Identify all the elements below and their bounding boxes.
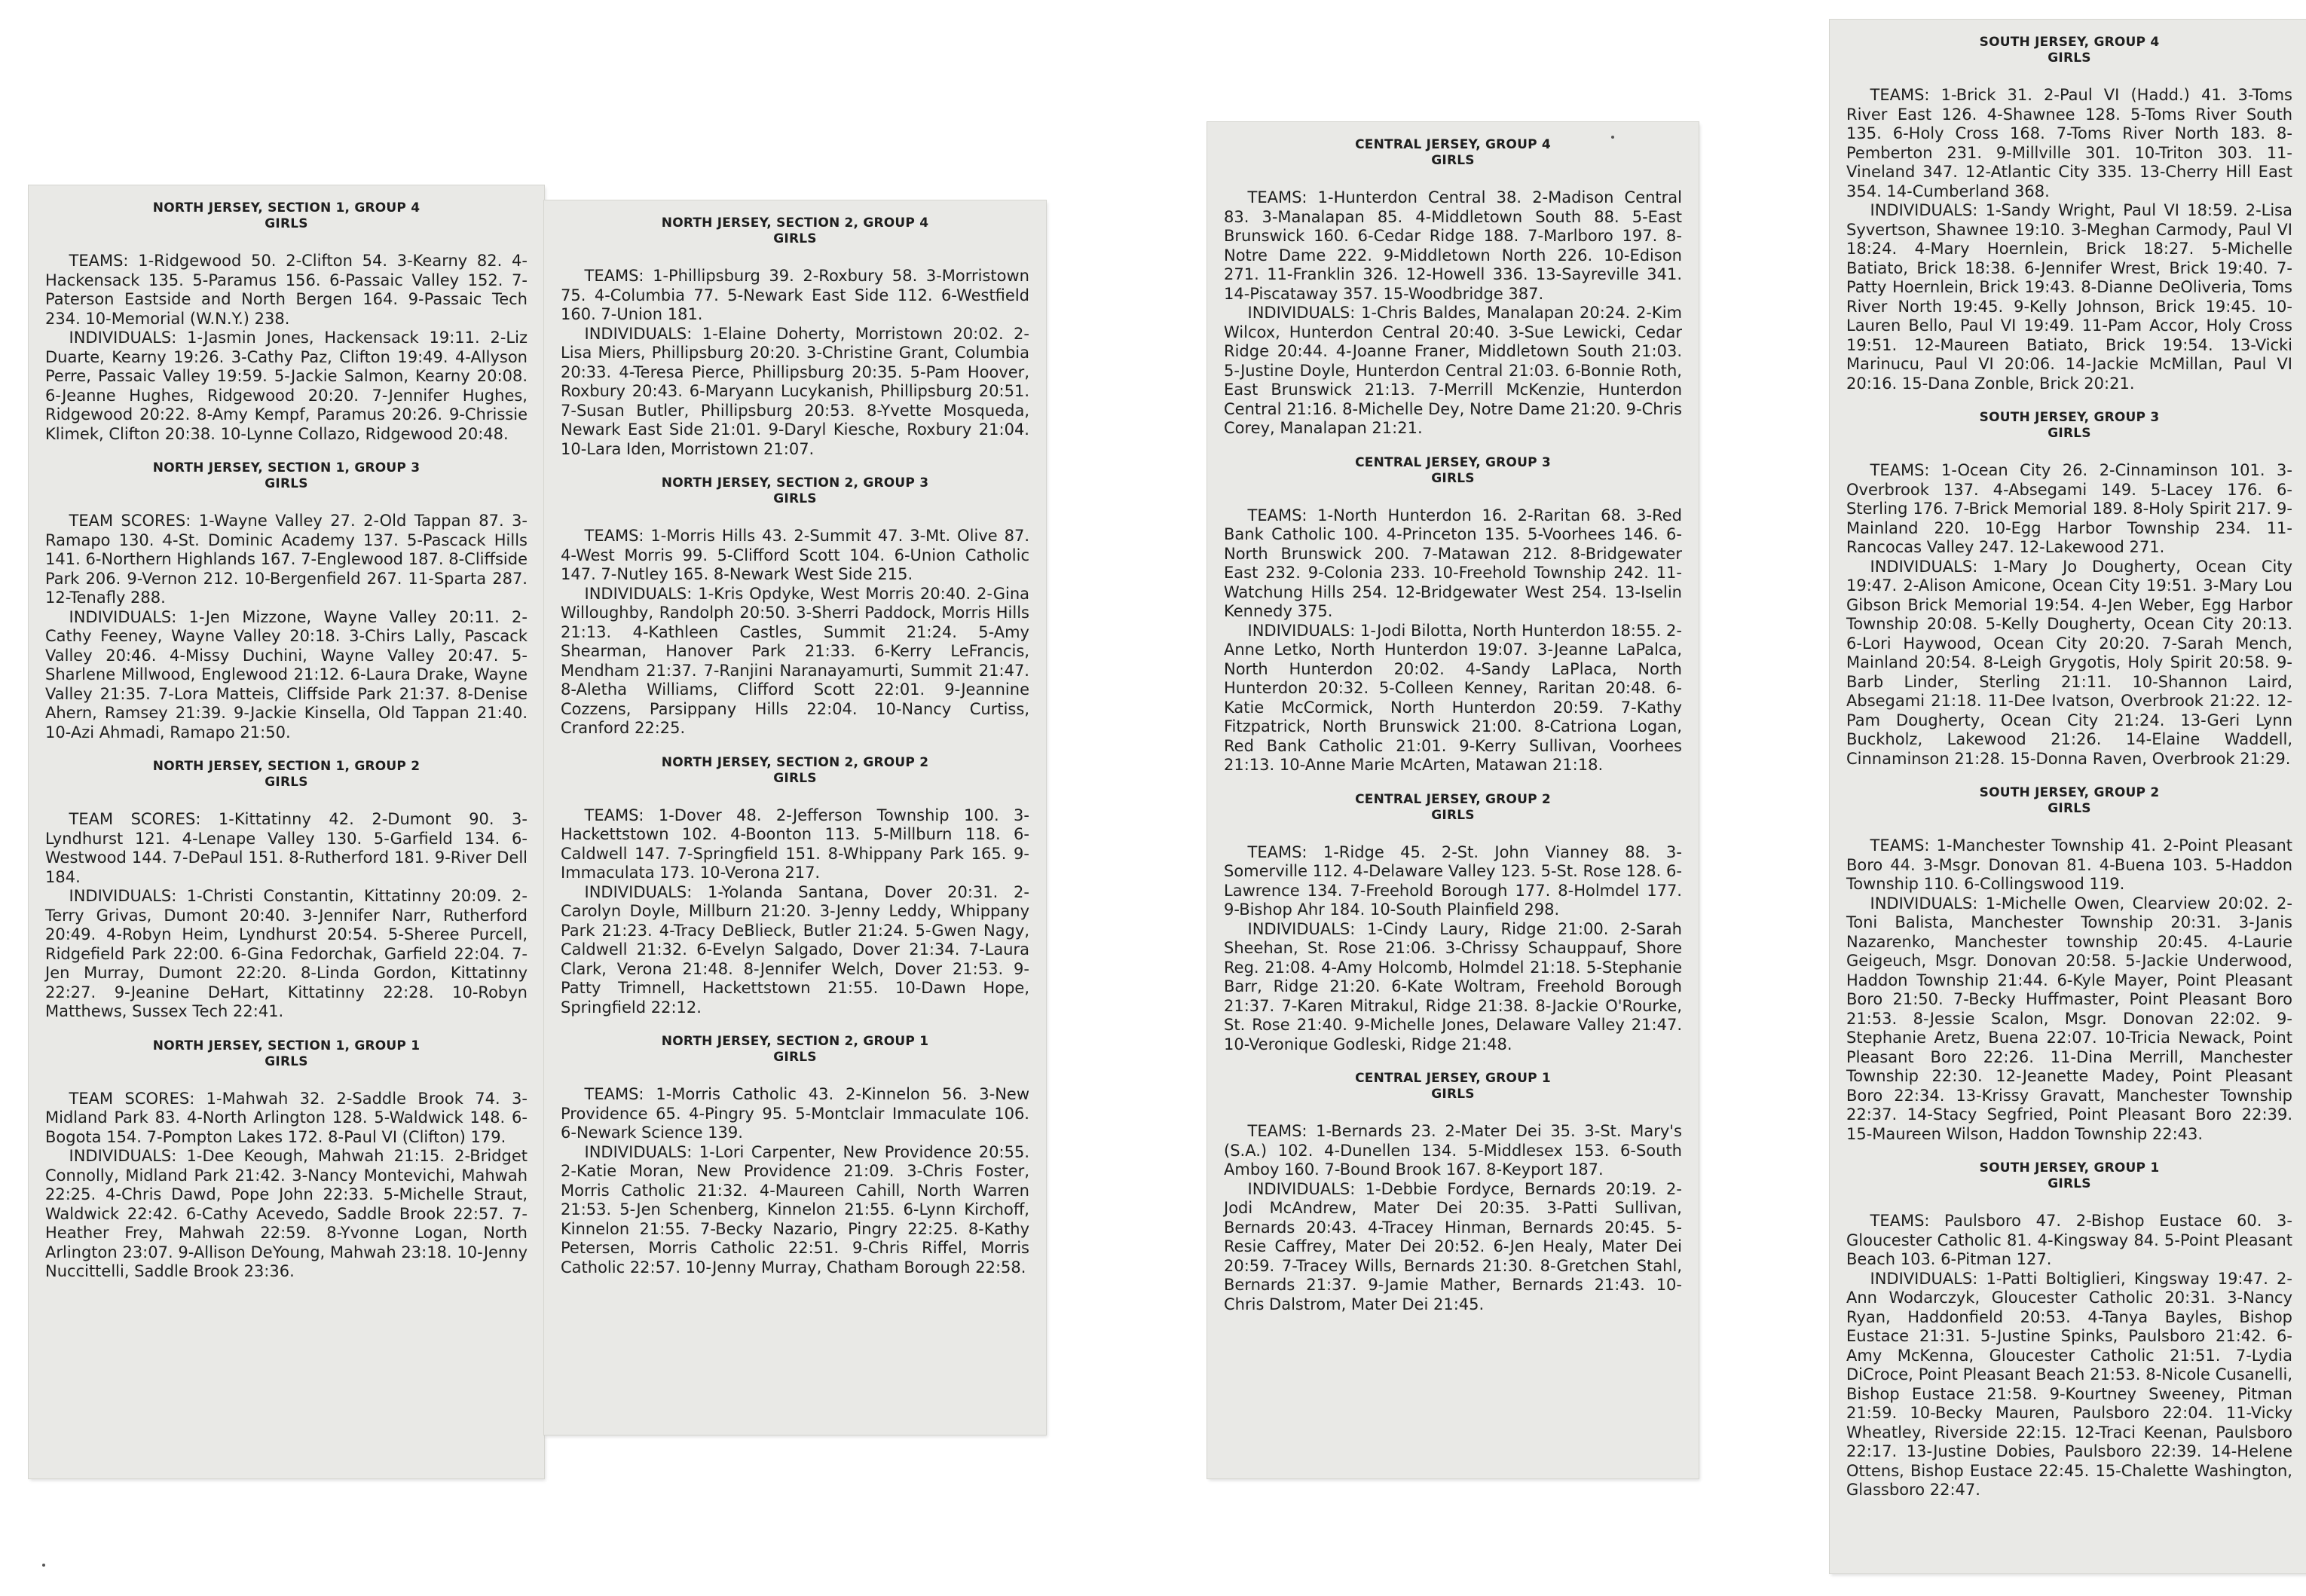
results-article — [1846, 785, 2292, 1144]
team-scores-paragraph: TEAM SCORES: 1-Mahwah 32. 2-Saddle Brook 74. 3-Midland Park 83. 4-North Arlington 128. 5-Waldwick 148. 6-Bogota 154. 7-Pompton Lakes 172. 8-Paul VI (Clifton) 179. — [45, 1089, 528, 1146]
results-article — [45, 759, 528, 1022]
stray-dot — [42, 1564, 45, 1567]
team-scores-paragraph: TEAMS: 1-Ridgewood 50. 2-Clifton 54. 3-Kearny 82. 4-Hackensack 135. 5-Paramus 156. 6-Passaic Valley 152. 7-Paterson Eastside and North Bergen 164. 9-Passaic Tech 234. 10-Memorial (W.N.Y.) 238. — [45, 252, 528, 328]
section-subtitle: GIRLS — [265, 476, 308, 491]
team-scores-paragraph: TEAMS: 1-Dover 48. 2-Jefferson Township 100. 3-Hackettstown 102. 4-Boonton 113. 5-Millburn 118. 6-Caldwell 147. 7-Springfield 151. 8-Whippany Park 165. 9-Immaculata 173. 10-Verona 217. — [561, 806, 1029, 882]
individuals-paragraph: INDIVIDUALS: 1-Mary Jo Dougherty, Ocean City 19:47. 2-Alison Amicone, Ocean City 19:51. 3-Mary Lou Gibson Brick Memorial 19:54. 4-Jen Weber, Egg Harbor Township 20:08. 5-Kelly Dougherty, Ocean City 20:13. 6-Lori Haywood, Ocean City 20:20. 7-Sarah Mench, Mainland 20:54. 8-Leigh Grygotis, Holy Spirit 20:58. 9-Barb Linder, Sterling 21:11. 10-Shannon Laird, Absegami 21:18. 11-Dee Ivatson, Overbrook 21:22. 12-Pam Dougherty, Ocean City 21:24. 13-Geri Lynn Buckholz, Lakewood 21:26. 14-Elaine Waddell, Cinnaminson 21:28. 15-Donna Raven, Overbrook 21:29. — [1846, 557, 2292, 768]
results-article — [1846, 35, 2292, 393]
individuals-paragraph: INDIVIDUALS: 1-Cindy Laury, Ridge 21:00. 2-Sarah Sheehan, St. Rose 21:06. 3-Chrissy Schauppauf, Shore Reg. 21:08. 4-Amy Holcomb, Holmdel 21:18. 5-Stephanie Barr, Ridge 21:20. 6-Kate Woltram, Freehold Borough 21:37. 7-Karen Mitrakul, Ridge 21:38. 8-Jackie O'Rourke, St. Rose 21:40. 9-Michelle Jones, Delaware Valley 21:47. 10-Veronique Godleski, Ridge 21:48. — [1224, 919, 1682, 1053]
section-subtitle: GIRLS — [773, 1050, 817, 1065]
section-title: SOUTH JERSEY, GROUP 3 — [1979, 410, 2160, 425]
results-article — [45, 200, 528, 444]
results-article — [45, 460, 528, 742]
results-article — [1224, 1071, 1682, 1314]
section-title: SOUTH JERSEY, GROUP 4 — [1979, 35, 2160, 50]
team-scores-paragraph: TEAMS: 1-North Hunterdon 16. 2-Raritan 68. 3-Red Bank Catholic 100. 4-Princeton 135. 5-Voorhees 146. 6-North Brunswick 200. 7-Matawan 212. 8-Bridgewater East 232. 9-Colonia 233. 10-Freehold Township 242. 11-Watchung Hills 254. 12-Bridgewater West 254. 13-Iselin Kennedy 375. — [1224, 506, 1682, 620]
section-subtitle: GIRLS — [265, 775, 308, 790]
section-heading — [1846, 785, 2292, 817]
section-heading — [45, 200, 528, 232]
section-heading — [561, 1034, 1029, 1066]
individuals-paragraph: INDIVIDUALS: 1-Patti Boltiglieri, Kingsway 19:47. 2-Ann Wodarczyk, Gloucester Catholic 20:31. 3-Nancy Ryan, Haddonfield 20:53. 4-Tanya Bayles, Bishop Eustace 21:31. 5-Justine Spinks, Paulsboro 21:42. 6-Amy McKenna, Gloucester Catholic 21:51. 7-Lydia DiCroce, Point Pleasant Beach 21:53. 8-Nicole Cusanelli, Bishop Eustace 21:58. 9-Kourtney Sweeney, Pitman 21:59. 10-Becky Mauren, Paulsboro 22:04. 11-Vicky Wheatley, Riverside 22:15. 12-Traci Keenan, Paulsboro 22:17. 13-Justine Dobies, Paulsboro 22:39. 14-Helene Ottens, Bishop Eustace 22:45. 15-Chalette Washington, Glassboro 22:47. — [1846, 1269, 2292, 1499]
results-article — [1224, 455, 1682, 775]
section-heading — [1224, 455, 1682, 487]
team-scores-paragraph: TEAMS: 1-Ocean City 26. 2-Cinnaminson 101. 3-Overbrook 137. 4-Absegami 149. 5-Lacey 176. 6-Sterling 176. 7-Brick Memorial 189. 8-Holy Spirit 217. 9-Mainland 220. 10-Egg Harbor Township 234. 11-Rancocas Valley 247. 12-Lakewood 271. — [1846, 461, 2292, 556]
team-scores-paragraph: TEAM SCORES: 1-Wayne Valley 27. 2-Old Tappan 87. 3-Ramapo 130. 4-St. Dominic Academy 137. 5-Pascack Hills 141. 6-Northern Highlands 167. 7-Englewood 187. 8-Cliffside Park 206. 9-Vernon 212. 10-Bergenfield 267. 11-Sparta 287. 12-Tenafly 288. — [45, 512, 528, 607]
section-title: NORTH JERSEY, SECTION 1, GROUP 1 — [152, 1038, 421, 1053]
results-article — [561, 475, 1029, 738]
section-heading — [561, 475, 1029, 507]
section-title: NORTH JERSEY, SECTION 2, GROUP 1 — [661, 1034, 929, 1049]
section-title: SOUTH JERSEY, GROUP 1 — [1979, 1160, 2160, 1176]
results-article — [1846, 410, 2292, 769]
individuals-paragraph: INDIVIDUALS: 1-Christi Constantin, Kittatinny 20:09. 2-Terry Grivas, Dumont 20:40. 3-Jennifer Narr, Rutherford 20:49. 4-Robyn Heim, Lyndhurst 20:54. 5-Sheree Purcell, Ridgefield Park 22:00. 6-Gina Fedorchak, Garfield 22:04. 7-Jen Murray, Dumont 22:20. 8-Linda Gordon, Kittatinny 22:27. 9-Jeanine DeHart, Kittatinny 22:28. 10-Robyn Matthews, Sussex Tech 22:41. — [45, 887, 528, 1020]
section-heading — [45, 759, 528, 790]
team-scores-paragraph: TEAM SCORES: 1-Kittatinny 42. 2-Dumont 90. 3-Lyndhurst 121. 4-Lenape Valley 130. 5-Garfield 134. 6-Westwood 144. 7-DePaul 151. 8-Rutherford 181. 9-River Dell 184. — [45, 810, 528, 886]
results-article — [561, 755, 1029, 1018]
section-subtitle: GIRLS — [2048, 801, 2091, 816]
section-subtitle: GIRLS — [1431, 1087, 1475, 1102]
results-article — [561, 216, 1029, 459]
individuals-paragraph: INDIVIDUALS: 1-Jen Mizzone, Wayne Valley 20:11. 2-Cathy Feeney, Wayne Valley 20:18. 3-Chirs Lally, Pascack Valley 20:46. 4-Missy Duchini, Wayne Valley 20:47. 5-Sharlene Millwood, Englewood 21:12. 6-Laura Drake, Wayne Valley 21:35. 7-Lora Matteis, Cliffside Park 21:37. 8-Denise Ahern, Ramsey 21:39. 9-Jackie Kinsella, Old Tappan 21:40. 10-Azi Ahmadi, Ramapo 21:50. — [45, 607, 528, 741]
section-title: CENTRAL JERSEY, GROUP 4 — [1355, 137, 1551, 152]
clipping-col4 — [1830, 20, 2306, 1573]
stray-dot — [1611, 136, 1614, 139]
results-article — [561, 1034, 1029, 1277]
section-heading — [45, 460, 528, 492]
individuals-paragraph: INDIVIDUALS: 1-Michelle Owen, Clearview 20:02. 2-Toni Balista, Manchester Township 20:31. 3-Janis Nazarenko, Manchester township 20:45. 4-Laurie Geigeuch, Msgr. Donovan 20:58. 5-Jackie Underwood, Haddon Township 21:44. 6-Kyle Mayer, Point Pleasant Boro 21:50. 7-Becky Huffmaster, Point Pleasant Boro 21:53. 8-Jessie Scalon, Msgr. Donovan 22:02. 9-Stephanie Aretz, Buena 22:07. 10-Tricia Newack, Point Pleasant Boro 22:26. 11-Dina Merrill, Manchester Township 22:30. 12-Jeanette Madey, Point Pleasant Boro 22:34. 13-Krissy Gravatt, Manchester Township 22:37. 14-Stacy Segfried, Point Pleasant Boro 22:39. 15-Maureen Wilson, Haddon Township 22:43. — [1846, 894, 2292, 1143]
clipping-col3 — [1207, 122, 1699, 1478]
section-subtitle: GIRLS — [2048, 426, 2091, 441]
section-subtitle: GIRLS — [2048, 50, 2091, 66]
section-title: CENTRAL JERSEY, GROUP 1 — [1355, 1071, 1551, 1086]
team-scores-paragraph: TEAMS: 1-Morris Catholic 43. 2-Kinnelon 56. 3-New Providence 65. 4-Pingry 95. 5-Montclair Immaculate 106. 6-Newark Science 139. — [561, 1085, 1029, 1142]
section-subtitle: GIRLS — [1431, 470, 1475, 486]
section-subtitle: GIRLS — [773, 231, 817, 246]
section-title: CENTRAL JERSEY, GROUP 3 — [1355, 454, 1551, 470]
individuals-paragraph: INDIVIDUALS: 1-Chris Baldes, Manalapan 20:24. 2-Kim Wilcox, Hunterdon Central 20:40. 3-Sue Lewicki, Cedar Ridge 20:44. 4-Joanne Franer, Middletown South 21:03. 5-Justine Doyle, Hunterdon Central 21:03. 6-Bonnie Roth, East Brunswick 21:13. 7-Merrill McKenzie, Hunterdon Central 21:16. 8-Michelle Dey, Notre Dame 21:20. 9-Chris Corey, Manalapan 21:21. — [1224, 304, 1682, 437]
results-article — [1224, 137, 1682, 439]
section-title: NORTH JERSEY, SECTION 1, GROUP 3 — [152, 460, 421, 475]
individuals-paragraph: INDIVIDUALS: 1-Lori Carpenter, New Providence 20:55. 2-Katie Moran, New Providence 21:09. 3-Chris Foster, Morris Catholic 21:32. 4-Maureen Cahill, North Warren 21:53. 5-Jen Schenberg, Kinnelon 21:55. 6-Lynn Kirchoff, Kinnelon 21:55. 7-Becky Nazario, Pingry 22:25. 8-Kathy Petersen, Morris Catholic 22:51. 9-Chris Riffel, Morris Catholic 22:57. 10-Jenny Murray, Chatham Borough 22:58. — [561, 1142, 1029, 1276]
section-title: CENTRAL JERSEY, GROUP 2 — [1355, 791, 1551, 807]
section-title: SOUTH JERSEY, GROUP 2 — [1979, 785, 2160, 800]
section-subtitle: GIRLS — [265, 216, 308, 231]
team-scores-paragraph: TEAMS: 1-Manchester Township 41. 2-Point Pleasant Boro 44. 3-Msgr. Donovan 81. 4-Buena 103. 5-Haddon Township 110. 6-Collingswood 119. — [1846, 836, 2292, 893]
clipping-col2 — [544, 200, 1046, 1435]
section-heading — [1224, 137, 1682, 169]
section-title: NORTH JERSEY, SECTION 1, GROUP 2 — [152, 759, 421, 774]
section-title: NORTH JERSEY, SECTION 2, GROUP 4 — [661, 216, 929, 231]
section-heading — [1224, 792, 1682, 824]
section-heading — [1846, 410, 2292, 442]
section-heading — [45, 1038, 528, 1070]
individuals-paragraph: INDIVIDUALS: 1-Jasmin Jones, Hackensack 19:11. 2-Liz Duarte, Kearny 19:26. 3-Cathy Paz, Clifton 19:49. 4-Allyson Perre, Passaic Valley 19:59. 5-Jackie Salmon, Kearny 20:08. 6-Jeanne Hughes, Ridgewood 20:20. 7-Jennifer Hughes, Ridgewood 20:22. 8-Amy Kempf, Paramus 20:26. 9-Chrissie Klimek, Clifton 20:38. 10-Lynne Collazo, Ridgewood 20:48. — [45, 329, 528, 443]
section-heading — [561, 216, 1029, 247]
section-heading — [1224, 1071, 1682, 1102]
team-scores-paragraph: TEAMS: 1-Phillipsburg 39. 2-Roxbury 58. 3-Morristown 75. 4-Columbia 77. 5-Newark East Side 112. 6-Westfield 160. 7-Union 181. — [561, 267, 1029, 323]
team-scores-paragraph: TEAMS: 1-Morris Hills 43. 2-Summit 47. 3-Mt. Olive 87. 4-West Morris 99. 5-Clifford Scott 104. 6-Union Catholic 147. 7-Nutley 165. 8-Newark West Side 215. — [561, 527, 1029, 583]
section-title: NORTH JERSEY, SECTION 2, GROUP 2 — [661, 754, 929, 770]
section-subtitle: GIRLS — [1431, 807, 1475, 823]
individuals-paragraph: INDIVIDUALS: 1-Dee Keough, Mahwah 21:15. 2-Bridget Connolly, Midland Park 21:42. 3-Nancy Montevichi, Mahwah 22:25. 4-Chris Dawd, Pope John 22:33. 5-Michelle Straut, Waldwick 22:42. 6-Cathy Acevedo, Saddle Brook 22:57. 7-Heather Frey, Mahwah 22:59. 8-Yvonne Logan, North Arlington 23:07. 9-Allison DeYoung, Mahwah 23:18. 10-Jenny Nuccittelli, Saddle Brook 23:36. — [45, 1147, 528, 1280]
section-heading — [561, 755, 1029, 787]
individuals-paragraph: INDIVIDUALS: 1-Jodi Bilotta, North Hunterdon 18:55. 2-Anne Letko, North Hunterdon 19:07. 3-Jeanne LaPalca, North Hunterdon 20:02. 4-Sandy LaPlaca, North Hunterdon 20:32. 5-Colleen Kenney, Raritan 20:48. 6-Katie McCormick, North Hunterdon 20:59. 7-Kathy Fitzpatrick, North Brunswick 21:00. 8-Catriona Logan, Red Bank Catholic 21:01. 9-Kerry Sullivan, Voorhees 21:13. 10-Anne Marie McArten, Matawan 21:18. — [1224, 621, 1682, 774]
team-scores-paragraph: TEAMS: 1-Bernards 23. 2-Mater Dei 35. 3-St. Mary's (S.A.) 102. 4-Dunellen 134. 5-Middlesex 153. 6-South Amboy 160. 7-Bound Brook 167. 8-Keyport 187. — [1224, 1122, 1682, 1179]
section-subtitle: GIRLS — [265, 1053, 308, 1069]
team-scores-paragraph: TEAMS: 1-Hunterdon Central 38. 2-Madison Central 83. 3-Manalapan 85. 4-Middletown South 88. 5-East Brunswick 160. 6-Cedar Ridge 188. 7-Marlboro 197. 8-Notre Dame 222. 9-Middletown North 226. 10-Edison 271. 11-Franklin 326. 12-Howell 336. 13-Sayreville 341. 14-Piscataway 357. 15-Woodbridge 387. — [1224, 188, 1682, 303]
individuals-paragraph: INDIVIDUALS: 1-Kris Opdyke, West Morris 20:40. 2-Gina Willoughby, Randolph 20:50. 3-Sherri Paddock, Morris Hills 21:13. 4-Kathleen Castles, Summit 21:24. 5-Amy Shearman, Hanover Park 21:33. 6-Kerry LeFrancis, Mendham 21:37. 7-Ranjini Naranayamurti, Summit 21:47. 8-Aletha Williams, Clifford Scott 22:01. 9-Jeannine Cozzens, Parsippany Hills 22:04. 10-Nancy Curtiss, Cranford 22:25. — [561, 584, 1029, 737]
section-subtitle: GIRLS — [2048, 1176, 2091, 1191]
section-heading — [1846, 1160, 2292, 1192]
individuals-paragraph: INDIVIDUALS: 1-Debbie Fordyce, Bernards 20:19. 2-Jodi McAndrew, Mater Dei 20:35. 3-Patti Sullivan, Bernards 20:43. 4-Tracey Hinman, Bernards 20:45. 5-Resie Caffrey, Mater Dei 20:52. 6-Jen Healy, Mater Dei 20:59. 7-Tracey Wills, Bernards 21:30. 8-Gretchen Stahl, Bernards 21:37. 9-Jamie Mather, Bernards 21:43. 10-Chris Dalstrom, Mater Dei 21:45. — [1224, 1179, 1682, 1313]
individuals-paragraph: INDIVIDUALS: 1-Yolanda Santana, Dover 20:31. 2-Carolyn Doyle, Millburn 21:20. 3-Jenny Leddy, Whippany Park 21:23. 4-Tracy DeBlieck, Butler 21:24. 5-Gwen Nagy, Caldwell 21:32. 6-Evelyn Salgado, Dover 21:34. 7-Laura Clark, Verona 21:48. 8-Jennifer Welch, Dover 21:53. 9-Patty Trimnell, Hackettstown 21:55. 10-Dawn Hope, Springfield 22:12. — [561, 882, 1029, 1017]
section-title: NORTH JERSEY, SECTION 2, GROUP 3 — [661, 475, 929, 491]
team-scores-paragraph: TEAMS: 1-Ridge 45. 2-St. John Vianney 88. 3-Somerville 112. 4-Delaware Valley 123. 5-St. Rose 128. 6-Lawrence 134. 7-Freehold Borough 177. 8-Holmdel 177. 9-Bishop Ahr 184. 10-South Plainfield 298. — [1224, 842, 1682, 919]
team-scores-paragraph: TEAMS: Paulsboro 47. 2-Bishop Eustace 60. 3-Gloucester Catholic 81. 4-Kingsway 84. 5-Point Pleasant Beach 103. 6-Pitman 127. — [1846, 1212, 2292, 1268]
results-article — [45, 1038, 528, 1282]
section-subtitle: GIRLS — [1431, 153, 1475, 168]
results-article — [1846, 1160, 2292, 1500]
section-subtitle: GIRLS — [773, 770, 817, 786]
section-subtitle: GIRLS — [773, 491, 817, 506]
results-article — [1224, 792, 1682, 1055]
clipping-col1 — [29, 185, 544, 1478]
section-heading — [1846, 35, 2292, 66]
team-scores-paragraph: TEAMS: 1-Brick 31. 2-Paul VI (Hadd.) 41. 3-Toms River East 126. 4-Shawnee 128. 5-Toms River South 135. 6-Holy Cross 168. 7-Toms River North 183. 8-Pemberton 231. 9-Millville 301. 10-Triton 303. 11-Vineland 347. 12-Atlantic City 335. 13-Cherry Hill East 354. 14-Cumberland 368. — [1846, 86, 2292, 200]
individuals-paragraph: INDIVIDUALS: 1-Elaine Doherty, Morristown 20:02. 2-Lisa Miers, Phillipsburg 20:20. 3-Christine Grant, Columbia 20:33. 4-Teresa Pierce, Phillipsburg 20:35. 5-Pam Hoover, Roxbury 20:43. 6-Maryann Lucykanish, Phillipsburg 20:51. 7-Susan Butler, Phillipsburg 20:53. 8-Yvette Mosqueda, Newark East Side 21:01. 9-Daryl Kiesche, Roxbury 21:04. 10-Lara Iden, Morristown 21:07. — [561, 324, 1029, 458]
section-title: NORTH JERSEY, SECTION 1, GROUP 4 — [152, 200, 421, 216]
individuals-paragraph: INDIVIDUALS: 1-Sandy Wright, Paul VI 18:59. 2-Lisa Syvertson, Shawnee 19:10. 3-Meghan Carmody, Paul VI 18:24. 4-Mary Hoernlein, Brick 18:27. 5-Michelle Batiato, Brick 18:38. 6-Jennifer Wrest, Brick 19:40. 7-Patty Hoernlein, Brick 19:43. 8-Dianne DeOliveria, Toms River North 19:45. 9-Kelly Johnson, Brick 19:45. 10-Lauren Bello, Paul VI 19:49. 11-Pam Accor, Holy Cross 19:51. 12-Maureen Batiato, Brick 19:54. 13-Vicki Marinucu, Paul VI 20:06. 14-Jackie McMillan, Paul VI 20:16. 15-Dana Zonble, Brick 20:21. — [1846, 201, 2292, 393]
